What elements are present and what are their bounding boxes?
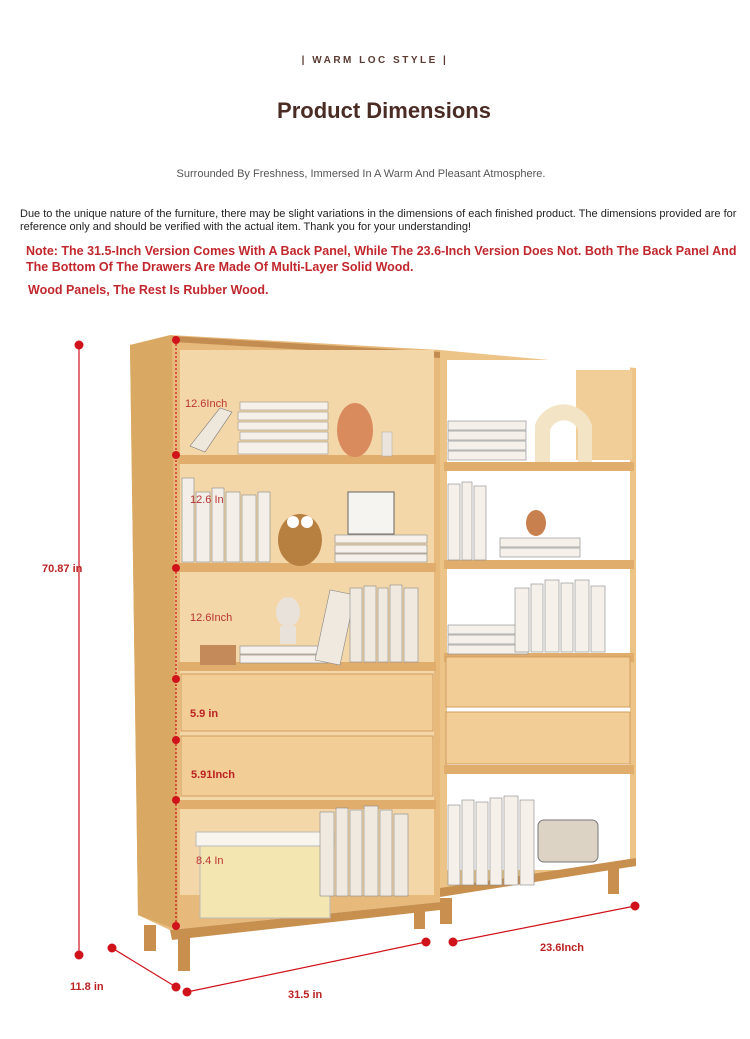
depth-label: 11.8 in bbox=[70, 981, 104, 993]
drawer-1-height-label: 5.9 in bbox=[190, 708, 219, 720]
shelf-1-height-label: 12.6Inch bbox=[185, 398, 228, 410]
height-label: 70.87 in bbox=[42, 563, 83, 575]
page-subtitle: Surrounded By Freshness, Immersed In A Warm And Pleasant Atmosphere. bbox=[176, 168, 546, 180]
brand-tagline: | WARM LOC STYLE | bbox=[301, 55, 449, 66]
page-title: Product Dimensions bbox=[277, 98, 491, 123]
shelf-2-height-label: 12.6 In bbox=[190, 494, 224, 506]
bottom-compartment-label: 8.4 In bbox=[196, 855, 224, 867]
material-note: Wood Panels, The Rest Is Rubber Wood. bbox=[28, 283, 269, 297]
small-bookcase bbox=[440, 350, 636, 924]
width-small-label: 23.6Inch bbox=[540, 942, 585, 954]
shelf-3-height-label: 12.6Inch bbox=[190, 612, 233, 624]
bookcase-illustration bbox=[0, 300, 750, 1039]
back-panel-note: Note: The 31.5-Inch Version Comes With A Back Panel, While The 23.6-Inch Version Does Not. Both The Back Panel And The Bottom Of The Drawers Are Made Of Multi-Layer Solid Wood. bbox=[26, 244, 737, 274]
width-large-label: 31.5 in bbox=[288, 989, 323, 1001]
disclaimer-text: Due to the unique nature of the furniture, there may be slight variations in the dimensions of each finished product. The dimensions provided are for reference only and should be verified with the actual item. Thank you for your understanding! bbox=[20, 208, 737, 233]
drawer-2-height-label: 5.91Inch bbox=[191, 769, 236, 781]
